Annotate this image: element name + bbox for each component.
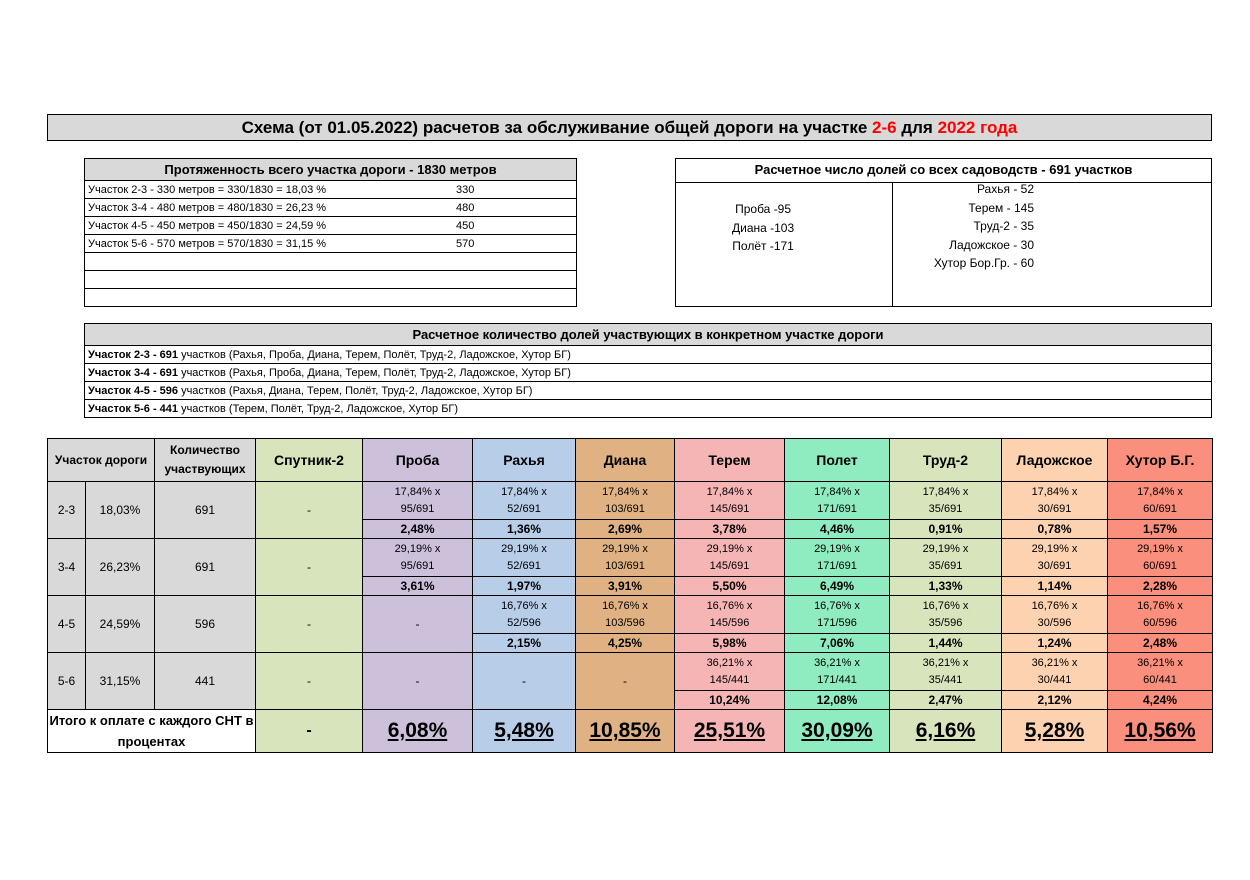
formula-pct: 36,21% х [922, 656, 969, 669]
formula-cell [890, 482, 1002, 520]
formula-cell [785, 596, 890, 634]
shares-right-list [914, 180, 1034, 273]
formula-pct: 16,76% х [1031, 599, 1078, 612]
result-cell: 1,24% [1002, 634, 1108, 653]
formula-cell [363, 539, 473, 577]
result-cell: 4,25% [576, 634, 675, 653]
header-proba: Проба [363, 439, 473, 482]
formula-frac: 145/691 [709, 502, 750, 515]
formula-cell [785, 539, 890, 577]
participants-row [85, 346, 1212, 364]
participants-row-key: Участок 4-5 - 596 [88, 384, 179, 397]
shares-item: Ладожское - 30 [949, 237, 1034, 252]
formula-pct: 16,76% х [501, 599, 547, 612]
header-rakhya: Рахья [473, 439, 576, 482]
formula-cell [1108, 539, 1213, 577]
formula-pct: 29,19% х [602, 542, 648, 555]
formula-cell [473, 539, 576, 577]
formula-cell [890, 653, 1002, 691]
formula-frac: 171/441 [817, 673, 857, 686]
participants-row-text: участков (Рахья, Проба, Диана, Терем, Полёт, Труд-2, Ладожское, Хутор БГ) [178, 366, 571, 379]
participants-row-text: участков (Рахья, Проба, Диана, Терем, Полёт, Труд-2, Ладожское, Хутор БГ) [178, 348, 571, 361]
formula-cell [1002, 596, 1108, 634]
formula-frac: 171/691 [817, 502, 857, 515]
formula-pct: 16,76% х [1137, 599, 1183, 612]
row-percent: 26,23% [86, 539, 155, 596]
formula-frac: 35/691 [928, 559, 963, 572]
formula-cell [785, 653, 890, 691]
road-length-empty-cell [448, 289, 577, 307]
formula-frac: 171/691 [817, 559, 857, 572]
formula-pct: 36,21% х [706, 656, 753, 669]
participants-row [85, 382, 1212, 400]
formula-frac: 60/441 [1143, 673, 1177, 686]
formula-pct: 17,84% х [501, 485, 547, 498]
total-rakhya: 5,48% [473, 710, 576, 753]
header-diana: Диана [576, 439, 675, 482]
cell-sputnik: - [256, 596, 363, 653]
row-section: 2-3 [48, 482, 86, 539]
formula-pct: 36,21% х [814, 656, 860, 669]
result-cell: 1,33% [890, 577, 1002, 596]
participants-row-key: Участок 3-4 - 691 [88, 366, 179, 379]
total-proba: 6,08% [363, 710, 473, 753]
road-length-row-value: 480 [448, 199, 577, 217]
row-percent: 31,15% [86, 653, 155, 710]
result-cell: 3,91% [576, 577, 675, 596]
cell-proba: - [363, 596, 473, 653]
total-diana: 10,85% [576, 710, 675, 753]
formula-cell [1108, 482, 1213, 520]
shares-box [675, 158, 1212, 307]
formula-pct: 29,19% х [706, 542, 753, 555]
result-cell: 10,24% [675, 691, 785, 710]
formula-cell [1002, 539, 1108, 577]
formula-pct: 17,84% х [706, 485, 753, 498]
road-length-empty-cell [448, 253, 577, 271]
participants-row-key: Участок 2-3 - 691 [88, 348, 179, 361]
header-khutor: Хутор Б.Г. [1108, 439, 1213, 482]
road-length-row-value: 570 [448, 235, 577, 253]
row-count: 441 [155, 653, 256, 710]
formula-frac: 35/441 [928, 673, 963, 686]
formula-pct: 17,84% х [1137, 485, 1183, 498]
formula-pct: 17,84% х [922, 485, 969, 498]
title-year: 2022 года [937, 118, 1018, 137]
formula-frac: 60/691 [1143, 559, 1177, 572]
formula-cell [1108, 596, 1213, 634]
result-cell: 0,91% [890, 520, 1002, 539]
road-length-row-text: Участок 4-5 - 450 метров = 450/1830 = 24,59 % [85, 217, 449, 235]
result-cell: 1,97% [473, 577, 576, 596]
formula-cell [576, 596, 675, 634]
formula-frac: 145/596 [709, 616, 750, 629]
header-count: Количество участвующих [155, 439, 256, 482]
page-title [47, 114, 1212, 141]
formula-frac: 95/691 [400, 502, 435, 515]
formula-cell [1002, 653, 1108, 691]
cell-rakhya: - [473, 653, 576, 710]
row-count: 691 [155, 539, 256, 596]
header-terem: Терем [675, 439, 785, 482]
shares-left-list [732, 200, 794, 256]
result-cell: 5,98% [675, 634, 785, 653]
formula-pct: 17,84% х [394, 485, 441, 498]
formula-pct: 17,84% х [602, 485, 648, 498]
participants-table [84, 323, 1212, 418]
formula-frac: 103/596 [605, 616, 645, 629]
cell-diana: - [576, 653, 675, 710]
shares-item: Полёт -171 [732, 239, 794, 253]
shares-item: Диана -103 [732, 220, 795, 235]
formula-cell [890, 596, 1002, 634]
formula-pct: 17,84% х [814, 485, 860, 498]
formula-frac: 52/596 [507, 616, 541, 629]
total-khutor: 10,56% [1108, 710, 1213, 753]
formula-frac: 35/596 [928, 616, 963, 629]
formula-frac: 145/691 [709, 559, 750, 572]
formula-pct: 29,19% х [1137, 542, 1183, 555]
formula-frac: 35/691 [928, 502, 963, 515]
cell-sputnik: - [256, 539, 363, 596]
row-section: 5-6 [48, 653, 86, 710]
formula-cell [785, 482, 890, 520]
formula-frac: 103/691 [605, 502, 645, 515]
result-cell: 3,78% [675, 520, 785, 539]
total-ladozhskoe: 5,28% [1002, 710, 1108, 753]
formula-frac: 52/691 [507, 559, 541, 572]
formula-cell [473, 482, 576, 520]
formula-pct: 29,19% х [394, 542, 441, 555]
formula-cell [1002, 482, 1108, 520]
title-middle: для [896, 118, 938, 137]
result-cell: 2,12% [1002, 691, 1108, 710]
row-percent: 24,59% [86, 596, 155, 653]
formula-cell [675, 596, 785, 634]
result-cell: 6,49% [785, 577, 890, 596]
result-cell: 2,69% [576, 520, 675, 539]
formula-pct: 16,76% х [814, 599, 860, 612]
participants-row-text: участков (Терем, Полёт, Труд-2, Ладожское, Хутор БГ) [178, 402, 459, 415]
road-length-row-text: Участок 3-4 - 480 метров = 480/1830 = 26,23 % [85, 199, 449, 217]
formula-frac: 60/691 [1143, 502, 1177, 515]
road-length-empty-cell [448, 271, 577, 289]
formula-pct: 16,76% х [922, 599, 969, 612]
shares-item: Хутор Бор.Гр. - 60 [933, 256, 1034, 270]
formula-cell [473, 596, 576, 634]
header-ladozhskoe: Ладожское [1002, 439, 1108, 482]
result-cell: 2,28% [1108, 577, 1213, 596]
participants-row-key: Участок 5-6 - 441 [88, 402, 179, 415]
shares-item: Терем - 145 [968, 200, 1034, 215]
formula-frac: 52/691 [507, 502, 541, 515]
formula-frac: 30/441 [1037, 673, 1072, 686]
cell-sputnik: - [256, 653, 363, 710]
total-sputnik: - [256, 710, 363, 753]
result-cell: 12,08% [785, 691, 890, 710]
result-cell: 2,48% [1108, 634, 1213, 653]
result-cell: 3,61% [363, 577, 473, 596]
row-count: 596 [155, 596, 256, 653]
formula-pct: 16,76% х [602, 599, 648, 612]
formula-cell [675, 539, 785, 577]
formula-frac: 60/596 [1143, 616, 1177, 629]
result-cell: 2,47% [890, 691, 1002, 710]
result-cell: 5,50% [675, 577, 785, 596]
header-polet: Полет [785, 439, 890, 482]
cell-sputnik: - [256, 482, 363, 539]
participants-row [85, 400, 1212, 418]
formula-pct: 36,21% х [1031, 656, 1078, 669]
road-length-empty-row [85, 253, 449, 271]
road-length-row-value: 330 [448, 181, 577, 199]
row-section: 4-5 [48, 596, 86, 653]
road-length-row-value: 450 [448, 217, 577, 235]
formula-pct: 29,19% х [501, 542, 547, 555]
road-length-row-text: Участок 2-3 - 330 метров = 330/1830 = 18,03 % [85, 181, 449, 199]
header-sputnik: Спутник-2 [256, 439, 363, 482]
formula-frac: 30/691 [1037, 502, 1072, 515]
calculation-table [47, 438, 1213, 753]
result-cell: 4,46% [785, 520, 890, 539]
row-count: 691 [155, 482, 256, 539]
formula-pct: 29,19% х [922, 542, 969, 555]
formula-cell [1108, 653, 1213, 691]
total-polet: 30,09% [785, 710, 890, 753]
total-label: Итого к оплате с каждого СНТ в процентах [48, 710, 256, 753]
formula-pct: 17,84% х [1031, 485, 1078, 498]
formula-frac: 171/596 [817, 616, 857, 629]
total-trud2: 6,16% [890, 710, 1002, 753]
shares-header: Расчетное число долей со всех садоводств - 691 участков [676, 159, 1211, 183]
total-terem: 25,51% [675, 710, 785, 753]
shares-item: Труд-2 - 35 [973, 219, 1034, 233]
result-cell: 1,14% [1002, 577, 1108, 596]
formula-frac: 145/441 [709, 673, 750, 686]
result-cell: 1,44% [890, 634, 1002, 653]
participants-row [85, 364, 1212, 382]
header-section: Участок дороги [48, 439, 155, 482]
formula-frac: 30/691 [1037, 559, 1072, 572]
formula-cell [576, 482, 675, 520]
row-percent: 18,03% [86, 482, 155, 539]
shares-divider [892, 182, 893, 306]
formula-pct: 29,19% х [814, 542, 860, 555]
road-length-empty-row [85, 289, 449, 307]
road-length-empty-row [85, 271, 449, 289]
shares-item: Проба -95 [735, 202, 792, 216]
shares-item: Рахья - 52 [976, 182, 1034, 196]
result-cell: 4,24% [1108, 691, 1213, 710]
result-cell: 7,06% [785, 634, 890, 653]
cell-proba: - [363, 653, 473, 710]
result-cell: 2,48% [363, 520, 473, 539]
result-cell: 0,78% [1002, 520, 1108, 539]
formula-cell [363, 482, 473, 520]
formula-cell [890, 539, 1002, 577]
road-length-header: Протяженность всего участка дороги - 1830 метров [85, 159, 577, 181]
formula-frac: 95/691 [400, 559, 435, 572]
formula-cell [675, 653, 785, 691]
road-length-table [84, 158, 577, 307]
result-cell: 1,57% [1108, 520, 1213, 539]
formula-pct: 29,19% х [1031, 542, 1078, 555]
road-length-row-text: Участок 5-6 - 570 метров = 570/1830 = 31,15 % [85, 235, 449, 253]
formula-cell [675, 482, 785, 520]
title-prefix: Схема (от 01.05.2022) расчетов за обслуживание общей дороги на участке [241, 118, 873, 137]
header-trud2: Труд-2 [890, 439, 1002, 482]
result-cell: 2,15% [473, 634, 576, 653]
formula-pct: 36,21% х [1137, 656, 1183, 669]
result-cell: 1,36% [473, 520, 576, 539]
participants-header: Расчетное количество долей участвующих в конкретном участке дороги [85, 324, 1212, 346]
formula-frac: 30/596 [1037, 616, 1072, 629]
formula-cell [576, 539, 675, 577]
participants-row-text: участков (Рахья, Диана, Терем, Полёт, Труд-2, Ладожское, Хутор БГ) [178, 384, 533, 397]
title-section: 2-6 [872, 118, 897, 137]
formula-pct: 16,76% х [706, 599, 753, 612]
row-section: 3-4 [48, 539, 86, 596]
formula-frac: 103/691 [605, 559, 645, 572]
